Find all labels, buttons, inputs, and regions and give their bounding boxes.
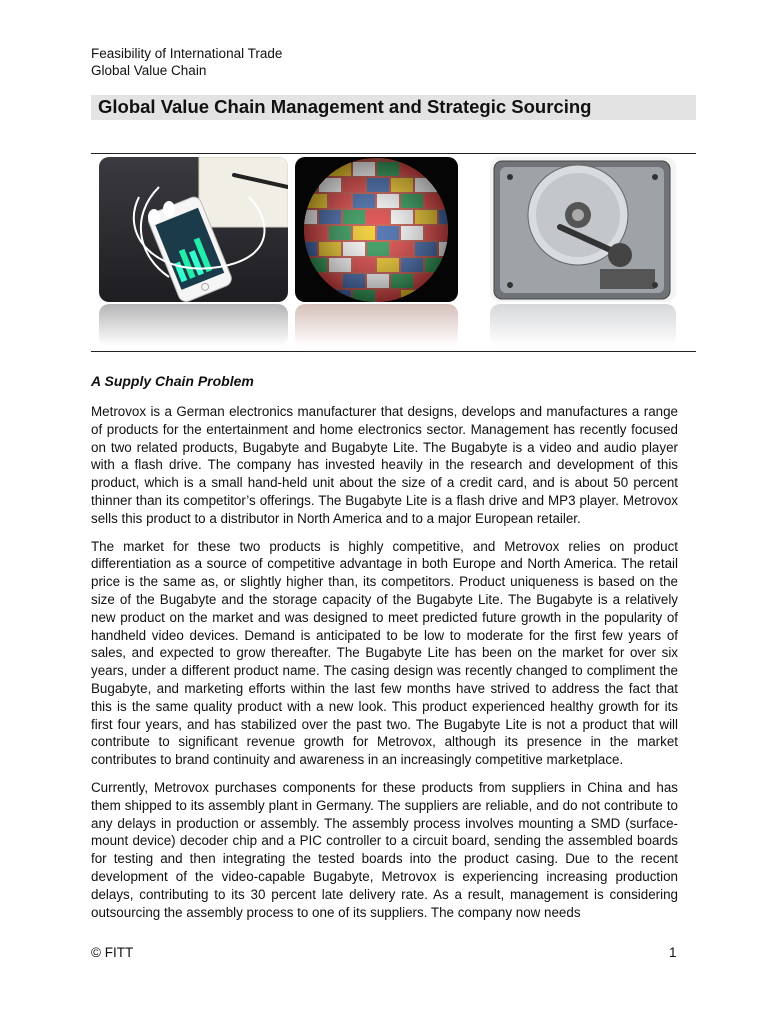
- section-heading: A Supply Chain Problem: [91, 373, 254, 389]
- body-text: [91, 403, 678, 931]
- phone-photo-reflection: [99, 304, 288, 346]
- paragraph-3: Currently, Metrovox purchases components for these products from suppliers in China and has them shipped to its assembly plant in Germany. The suppliers are reliable, and do not contribute to any delays in production or assembly. The assembly process involves mounting a SMD (surface-mount device) decoder chip and a PIC controller to a circuit board, sending the assembled boards for testing and then integrating the tested boards into the product casing. Due to the recent development of the video-capable Bugabyte, Metrovox is experiencing increasing production delays, contributing to its 30 percent late delivery rate. As a result, management is considering outsourcing the assembly process to one of its suppliers. The company now needs: [91, 779, 678, 920]
- flag-globe-reflection: [295, 304, 458, 346]
- paragraph-1: Metrovox is a German electronics manufacturer that designs, develops and manufactures a range of products for the entertainment and home electronics sector. Management has recently focused on two related products, Bugabyte and Bugabyte Lite. The Bugabyte is a video and audio player with a flash drive. The company has invested heavily in the research and development of this product, which is a small hand-held unit about the size of a credit card, and is about 50 percent thinner than its competitor’s offerings. The Bugabyte Lite is a flash drive and MP3 player. Metrovox sells this product to a distributor in North America and to a major European retailer.: [91, 404, 678, 526]
- paragraph-2: The market for these two products is highly competitive, and Metrovox relies on product differentiation as a source of competitive advantage in both Europe and North America. The retail price is the same as, or slightly higher than, its competitors. Product uniqueness is based on the size of the Bugabyte and the storage capacity of the Bugabyte Lite. The Bugabyte is a relatively new product on the market and was designed to meet predicted future growth in the popularity of handheld video devices. Demand is anticipated to be low to moderate for the first few years of sales, and expected to grow thereafter. The Bugabyte Lite has been on the market for over six years, under a different product name. The casing design was recently changed to compliment the Bugabyte, and marketing efforts within the last few months have strived to address the fact that this is the same quality product with a new look. This product experienced healthy growth for its first four years, and has stabilized over the past two. The Bugabyte Lite is not a product that will contribute to significant revenue growth for Metrovox, although its presence in the market contributes to brand continuity and awareness in an increasingly competitive marketplace.: [91, 538, 678, 768]
- page-title: Global Value Chain Management and Strategic Sourcing: [98, 96, 592, 117]
- phone-photo: [99, 157, 288, 302]
- running-header: [91, 45, 282, 79]
- hard-drive-reflection: [490, 304, 676, 346]
- page-number: 1: [669, 945, 677, 960]
- top-rule: [91, 153, 696, 154]
- hard-drive-photo: [490, 157, 676, 302]
- title-bar: [91, 95, 696, 120]
- footer-copyright: © FITT: [91, 945, 134, 960]
- flag-globe-photo: [295, 157, 458, 302]
- bottom-rule: [91, 351, 696, 352]
- header-line-module: Global Value Chain: [91, 63, 207, 78]
- header-line-course: Feasibility of International Trade: [91, 46, 283, 61]
